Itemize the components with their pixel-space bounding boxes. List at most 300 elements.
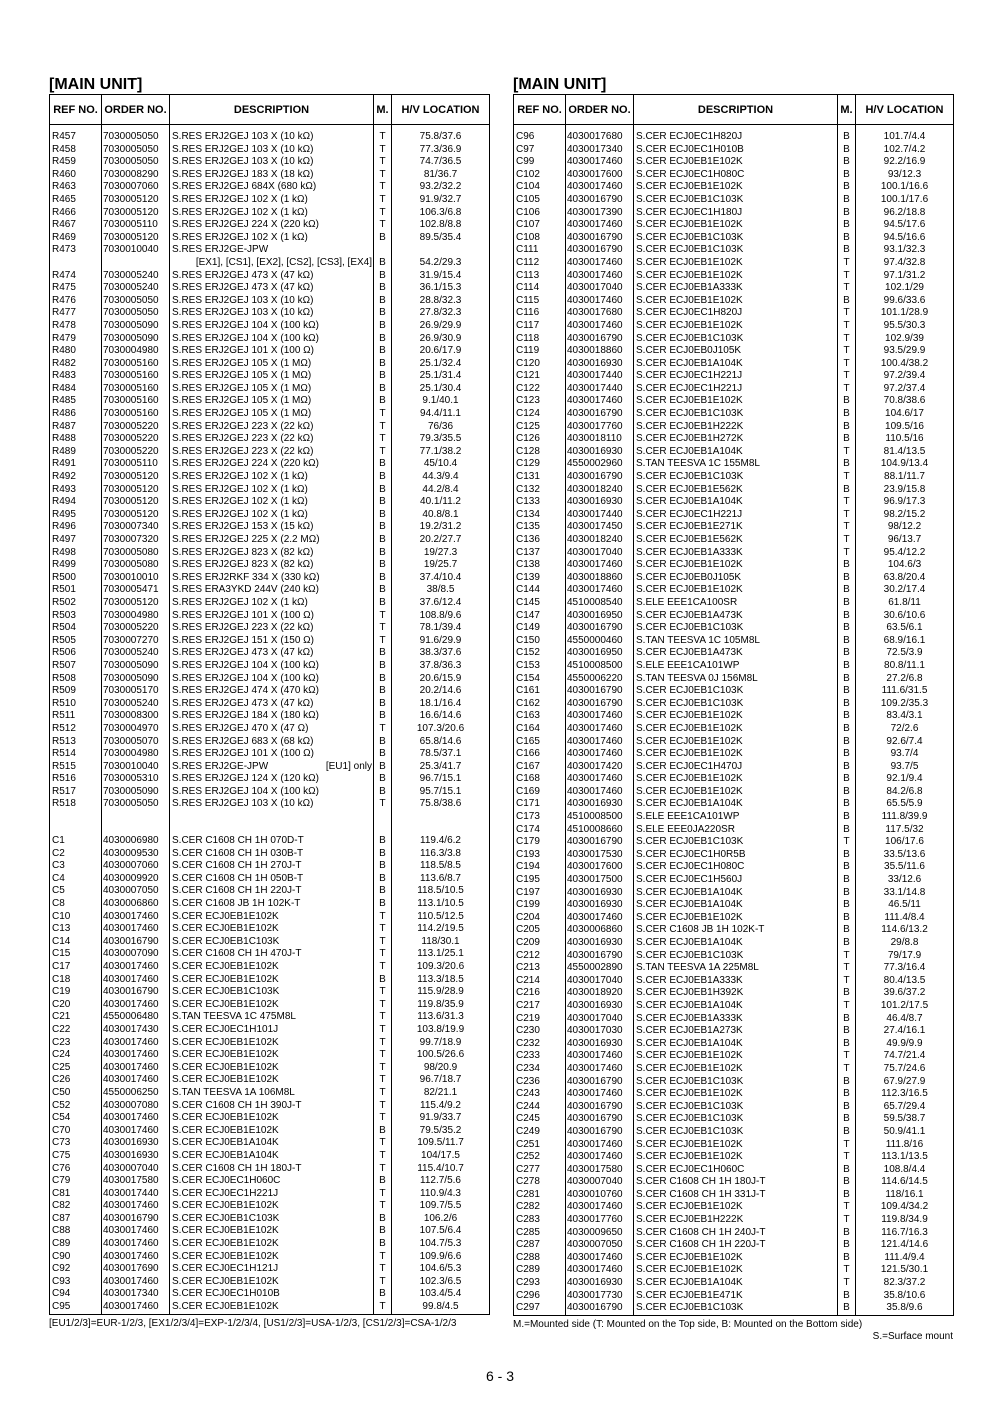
location-cell: 92.2/16.9 <box>856 156 954 169</box>
mount-cell: B <box>374 597 392 610</box>
order-cell: 4030016790 <box>566 333 634 346</box>
order-cell: 7030005090 <box>102 333 170 346</box>
mount-cell: T <box>374 986 392 999</box>
ref-cell: R488 <box>50 433 102 446</box>
table-row <box>50 207 490 220</box>
order-cell: 4030017460 <box>102 961 170 974</box>
description-cell: S.CER ECJ0EC1H010B <box>170 1288 374 1301</box>
description-cell: S.CER ECJ0EB1E102K <box>634 320 838 333</box>
location-cell: 9.1/40.1 <box>392 395 490 408</box>
order-cell: 4030016790 <box>566 1113 634 1126</box>
description-cell: S.CER ECJ0EC1H080C <box>634 169 838 182</box>
description-cell: S.CER ECJ0EB1E102K <box>170 1125 374 1138</box>
ref-cell: R459 <box>50 156 102 169</box>
table-row <box>50 421 490 434</box>
description-cell: S.CER ECJ0EB1A104K <box>170 1150 374 1163</box>
ref-cell: C129 <box>514 458 566 471</box>
order-cell: 4030016790 <box>102 986 170 999</box>
description-cell: S.RES ERJ2GEJ 105 X (1 MΩ) <box>170 408 374 421</box>
table-row <box>514 673 954 686</box>
location-cell: 95.7/15.1 <box>392 786 490 799</box>
order-cell: 4550002960 <box>566 458 634 471</box>
description-cell: S.RES ERJ2GEJ 473 X (47 kΩ) <box>170 282 374 295</box>
mount-cell: T <box>838 270 856 283</box>
mount-cell: B <box>374 295 392 308</box>
order-cell: 4030006860 <box>102 898 170 911</box>
description-cell: S.RES ERJ2GEJ 102 X (1 kΩ) <box>170 471 374 484</box>
order-cell: 4030017460 <box>102 999 170 1012</box>
ref-cell: C133 <box>514 496 566 509</box>
table-row <box>514 660 954 673</box>
table-row <box>50 923 490 936</box>
mount-cell: B <box>838 811 856 824</box>
table-row <box>514 1063 954 1076</box>
table-row <box>50 948 490 961</box>
description-cell: S.CER ECJ0EB1C103K <box>634 244 838 257</box>
mount-cell: B <box>838 144 856 157</box>
order-cell: 4030017040 <box>566 282 634 295</box>
table-row <box>514 584 954 597</box>
ref-cell: R473 <box>50 244 102 257</box>
table-row <box>50 257 490 270</box>
location-cell: 77.1/38.2 <box>392 446 490 459</box>
description-cell: S.CER ECJ0EB0J105K <box>634 345 838 358</box>
description-cell: [EX1], [CS1], [EX2], [CS2], [CS3], [EX4] <box>170 257 374 270</box>
location-cell: 84.2/6.8 <box>856 786 954 799</box>
table-row <box>514 1076 954 1089</box>
mount-cell: T <box>838 320 856 333</box>
table-row <box>514 1151 954 1164</box>
ref-cell: C93 <box>50 1276 102 1289</box>
table-row <box>514 987 954 1000</box>
ref-cell: C25 <box>50 1062 102 1075</box>
ref-cell: C50 <box>50 1087 102 1100</box>
ref-cell: C285 <box>514 1227 566 1240</box>
location-cell: 19.2/31.2 <box>392 521 490 534</box>
mount-cell: B <box>374 761 392 774</box>
description-cell: S.CER ECJ0EB1C103K <box>634 1076 838 1089</box>
order-cell: 7030005090 <box>102 320 170 333</box>
location-cell: 25.1/31.4 <box>392 370 490 383</box>
location-cell: 107.3/20.6 <box>392 723 490 736</box>
description-cell: S.RES ERJ2GEJ 102 X (1 kΩ) <box>170 496 374 509</box>
ref-cell: C174 <box>514 824 566 837</box>
order-cell: 7030007320 <box>102 534 170 547</box>
order-cell: 4030017460 <box>102 1276 170 1289</box>
section-title: [MAIN UNIT] <box>513 76 607 93</box>
location-cell: 35.5/11.6 <box>856 861 954 874</box>
order-cell: 4030017420 <box>566 761 634 774</box>
location-cell: 94.5/17.6 <box>856 219 954 232</box>
table-row <box>50 320 490 333</box>
description-cell: S.CER ECJ0EC1H121J <box>170 1263 374 1276</box>
location-cell: 72.5/3.9 <box>856 647 954 660</box>
mount-cell: T <box>374 635 392 648</box>
order-cell: 4030017460 <box>102 1200 170 1213</box>
location-cell: 109.5/11.7 <box>392 1137 490 1150</box>
description-cell: S.CER ECJ0EC1H060C <box>170 1175 374 1188</box>
location-cell: 30.6/10.6 <box>856 610 954 623</box>
mount-cell: B <box>374 395 392 408</box>
mount-cell: T <box>374 1251 392 1264</box>
mount-cell: B <box>374 370 392 383</box>
description-cell: S.CER ECJ0EB1E102K <box>634 1139 838 1152</box>
order-cell: 7030005050 <box>102 156 170 169</box>
description-cell: S.CER ECJ0EB1C103K <box>634 622 838 635</box>
order-cell: 7030005090 <box>102 660 170 673</box>
order-cell: 4030017460 <box>566 156 634 169</box>
ref-cell: C88 <box>50 1225 102 1238</box>
ref-cell: C282 <box>514 1201 566 1214</box>
ref-cell: C73 <box>50 1137 102 1150</box>
table-row <box>50 446 490 459</box>
table-row <box>50 736 490 749</box>
description-cell: S.CER ECJ0EC1H221J <box>634 370 838 383</box>
location-cell: 116.3/3.8 <box>392 848 490 861</box>
table-header-row <box>50 95 490 125</box>
table-row <box>514 257 954 270</box>
description-cell: S.CER ECJ0EB1A104K <box>634 887 838 900</box>
location-cell: 113.1/13.5 <box>856 1151 954 1164</box>
location-cell: 121.4/14.6 <box>856 1239 954 1252</box>
ref-cell: C296 <box>514 1290 566 1303</box>
table-row <box>50 773 490 786</box>
mount-cell: B <box>838 798 856 811</box>
table-row <box>514 597 954 610</box>
location-cell: 106/17.6 <box>856 836 954 849</box>
ref-cell: R510 <box>50 698 102 711</box>
mount-cell <box>374 244 392 257</box>
order-cell: 4030017530 <box>566 849 634 862</box>
order-cell <box>102 823 170 835</box>
location-cell: 119.8/34.9 <box>856 1214 954 1227</box>
mount-cell: B <box>838 421 856 434</box>
table-row <box>514 1277 954 1290</box>
location-cell: 109.5/16 <box>856 421 954 434</box>
description-cell: S.RES ERJ2GEJ 823 X (82 kΩ) <box>170 559 374 572</box>
mount-cell: B <box>838 1302 856 1315</box>
location-cell: 44.3/9.4 <box>392 471 490 484</box>
location-cell: 100.5/26.6 <box>392 1049 490 1062</box>
description-cell: S.CER ECJ0EB1C103K <box>170 986 374 999</box>
location-cell: 111.8/39.9 <box>856 811 954 824</box>
mount-cell: B <box>374 647 392 660</box>
mount-cell: B <box>838 761 856 774</box>
ref-cell: C128 <box>514 446 566 459</box>
description-cell: S.CER ECJ0EB1E102K <box>170 1112 374 1125</box>
order-cell: 4030017460 <box>102 1062 170 1075</box>
order-cell: 4030018110 <box>566 433 634 446</box>
ref-cell: C82 <box>50 1200 102 1213</box>
ref-cell: C111 <box>514 244 566 257</box>
table-row <box>50 181 490 194</box>
order-cell: 7030005120 <box>102 207 170 220</box>
location-cell: 79.3/35.5 <box>392 433 490 446</box>
ref-cell: C94 <box>50 1288 102 1301</box>
mount-cell: B <box>838 232 856 245</box>
location-cell: 113.1/25.1 <box>392 948 490 961</box>
ref-cell: C114 <box>514 282 566 295</box>
description-cell: S.CER ECJ0EC1H060C <box>634 1164 838 1177</box>
description-cell: S.TAN TEESVA 1A 106M8L <box>170 1087 374 1100</box>
table-row <box>50 333 490 346</box>
location-cell: 104.9/13.4 <box>856 458 954 471</box>
location-cell: 83.4/3.1 <box>856 710 954 723</box>
ref-cell: R515 <box>50 761 102 774</box>
ref-cell: C10 <box>50 911 102 924</box>
order-cell: 7030004970 <box>102 723 170 736</box>
table-row <box>514 433 954 446</box>
ref-cell: C251 <box>514 1139 566 1152</box>
mount-cell: B <box>838 1252 856 1265</box>
mount-cell: B <box>838 458 856 471</box>
order-cell: 7030005471 <box>102 584 170 597</box>
location-cell: 81/36.7 <box>392 169 490 182</box>
description-cell: S.CER ECJ0EB1E102K <box>634 1088 838 1101</box>
order-cell: 4030017340 <box>566 144 634 157</box>
mount-cell: B <box>374 496 392 509</box>
description-cell: S.ELE EEE1CA101WP <box>634 660 838 673</box>
order-cell: 4030007050 <box>566 1239 634 1252</box>
mount-cell: T <box>374 1024 392 1037</box>
ref-cell: C165 <box>514 736 566 749</box>
order-cell: 7030005120 <box>102 597 170 610</box>
location-cell: 79.5/35.2 <box>392 1125 490 1138</box>
order-cell: 4030017680 <box>566 125 634 144</box>
table-row <box>50 484 490 497</box>
mount-cell: B <box>838 1164 856 1177</box>
description-cell: S.CER ECJ0EB1H222K <box>634 421 838 434</box>
description-cell: S.CER ECJ0EB1E102K <box>170 1225 374 1238</box>
description-cell: S.CER ECJ0EB1E102K <box>170 1049 374 1062</box>
order-cell: 4030016930 <box>566 1277 634 1290</box>
table-row <box>50 169 490 182</box>
ref-cell: C289 <box>514 1264 566 1277</box>
mount-cell: B <box>838 861 856 874</box>
ref-cell: R469 <box>50 232 102 245</box>
location-cell: 118.5/10.5 <box>392 885 490 898</box>
mount-cell: B <box>374 584 392 597</box>
table-row <box>50 458 490 471</box>
description-cell: S.CER ECJ0EB1E102K <box>634 723 838 736</box>
table-row <box>50 835 490 848</box>
mount-cell: T <box>838 1214 856 1227</box>
mount-cell: T <box>374 1037 392 1050</box>
mount-cell: T <box>838 836 856 849</box>
table-row <box>514 836 954 849</box>
mount-cell: B <box>838 1239 856 1252</box>
ref-cell: C22 <box>50 1024 102 1037</box>
description-cell: S.CER ECJ0EB1E102K <box>634 1063 838 1076</box>
mount-cell: B <box>838 987 856 1000</box>
order-cell: 4030017460 <box>566 748 634 761</box>
description-cell: S.CER ECJ0EB1A104K <box>634 358 838 371</box>
location-cell: 79/17.9 <box>856 950 954 963</box>
mount-cell: B <box>374 358 392 371</box>
description-cell: S.RES ERJ2GEJ 223 X (22 kΩ) <box>170 446 374 459</box>
description-cell: S.CER ECJ0EC1H820J <box>634 125 838 144</box>
mount-cell: B <box>838 887 856 900</box>
description-cell: S.CER ECJ0EB1E102K <box>634 736 838 749</box>
location-cell: 70.8/38.6 <box>856 395 954 408</box>
location-cell: 40.8/8.1 <box>392 509 490 522</box>
mount-cell: B <box>838 635 856 648</box>
mount-cell: B <box>374 835 392 848</box>
order-cell: 7030005160 <box>102 370 170 383</box>
ref-cell: C168 <box>514 773 566 786</box>
table-row <box>514 622 954 635</box>
description-cell: S.CER C1608 JB 1H 102K-T <box>634 924 838 937</box>
table-row <box>514 887 954 900</box>
ref-cell: C20 <box>50 999 102 1012</box>
ref-cell: C14 <box>50 936 102 949</box>
ref-cell: C293 <box>514 1277 566 1290</box>
ref-cell: R460 <box>50 169 102 182</box>
order-cell: 7030005120 <box>102 496 170 509</box>
location-cell: 89.5/35.4 <box>392 232 490 245</box>
table-row <box>514 559 954 572</box>
mount-cell: B <box>374 1125 392 1138</box>
mount-cell: B <box>374 698 392 711</box>
ref-cell: C193 <box>514 849 566 862</box>
order-cell: 7030005220 <box>102 622 170 635</box>
mount-cell: T <box>374 144 392 157</box>
description-cell: S.RES ERJ2GEJ 102 X (1 kΩ) <box>170 597 374 610</box>
ref-cell: R483 <box>50 370 102 383</box>
order-cell: 4030016790 <box>102 1213 170 1226</box>
description-cell: S.RES ERJ2GEJ 102 X (1 kΩ) <box>170 509 374 522</box>
table-row <box>50 823 490 835</box>
mount-cell: T <box>374 1301 392 1314</box>
location-cell: 118/30.1 <box>392 936 490 949</box>
description-cell: S.ELE EEE1CA100SR <box>634 597 838 610</box>
order-cell: 4030010760 <box>566 1189 634 1202</box>
table-row <box>50 1200 490 1213</box>
table-row <box>514 358 954 371</box>
description-cell: S.RES ERJ2GEJ 225 X (2.2 MΩ) <box>170 534 374 547</box>
description-cell: S.CER ECJ0EB1E102K <box>634 270 838 283</box>
location-cell: 49.9/9.9 <box>856 1038 954 1051</box>
location-cell: 81.4/13.5 <box>856 446 954 459</box>
location-cell: 97.2/39.4 <box>856 370 954 383</box>
order-cell: 4030017760 <box>566 1214 634 1227</box>
mount-cell: T <box>838 345 856 358</box>
page-number: 6 - 3 <box>485 1368 514 1384</box>
table-row <box>514 295 954 308</box>
mount-cell: B <box>838 169 856 182</box>
table-row <box>50 219 490 232</box>
order-cell: 4030017460 <box>102 923 170 936</box>
ref-cell: R457 <box>50 125 102 144</box>
location-cell: 96.9/17.3 <box>856 496 954 509</box>
mount-cell: B <box>374 320 392 333</box>
location-cell: 104.7/5.3 <box>392 1238 490 1251</box>
mount-cell: T <box>374 1200 392 1213</box>
table-row <box>50 1024 490 1037</box>
description-cell: S.CER C1608 CH 1H 270J-T <box>170 860 374 873</box>
location-cell: 37.8/36.3 <box>392 660 490 673</box>
ref-cell: C113 <box>514 270 566 283</box>
description-cell: S.RES ERJ2GEJ 224 X (220 kΩ) <box>170 219 374 232</box>
table-row <box>514 521 954 534</box>
order-cell: 4510008500 <box>566 660 634 673</box>
table-row <box>514 125 954 144</box>
mount-cell: T <box>374 181 392 194</box>
ref-cell: R467 <box>50 219 102 232</box>
table-row <box>50 786 490 799</box>
table-row <box>514 937 954 950</box>
description-cell: S.CER ECJ0EB1A104K <box>170 1137 374 1150</box>
table-row <box>514 547 954 560</box>
order-cell: 7030005050 <box>102 307 170 320</box>
mount-cell: B <box>838 698 856 711</box>
mount-cell: T <box>838 1277 856 1290</box>
order-cell: 4030017460 <box>566 257 634 270</box>
order-cell: 4030017460 <box>566 559 634 572</box>
table-row <box>50 1238 490 1251</box>
location-cell: 92.6/7.4 <box>856 736 954 749</box>
table-row <box>514 912 954 925</box>
ref-cell: C167 <box>514 761 566 774</box>
header-description: DESCRIPTION <box>634 95 838 125</box>
location-cell: 26.9/29.9 <box>392 320 490 333</box>
order-cell: 7030005220 <box>102 433 170 446</box>
header-ref: REF NO. <box>50 95 102 125</box>
location-cell: 63.8/20.4 <box>856 572 954 585</box>
ref-cell: R484 <box>50 383 102 396</box>
description-cell: S.CER ECJ0EC1H820J <box>634 307 838 320</box>
order-cell: 4030017430 <box>102 1024 170 1037</box>
description-cell <box>170 823 374 835</box>
mount-cell: T <box>838 1050 856 1063</box>
mount-cell: B <box>374 1288 392 1301</box>
table-row <box>514 849 954 862</box>
location-cell: 116.7/16.3 <box>856 1227 954 1240</box>
ref-cell: C21 <box>50 1011 102 1024</box>
order-cell: 4030016790 <box>566 1101 634 1114</box>
description-cell: S.CER ECJ0EB1E562K <box>634 534 838 547</box>
ref-cell: C277 <box>514 1164 566 1177</box>
location-cell: 112.3/16.5 <box>856 1088 954 1101</box>
location-cell: 19/25.7 <box>392 559 490 572</box>
table-row <box>50 1175 490 1188</box>
table-row <box>514 874 954 887</box>
location-cell: 76/36 <box>392 421 490 434</box>
order-cell: 7030005050 <box>102 295 170 308</box>
order-cell: 4030007050 <box>102 885 170 898</box>
description-cell: S.CER ECJ0EB1A333K <box>634 282 838 295</box>
location-cell: 97.1/31.2 <box>856 270 954 283</box>
order-cell: 4030016930 <box>566 1038 634 1051</box>
order-cell: 7030005120 <box>102 471 170 484</box>
ref-cell: C5 <box>50 885 102 898</box>
mount-cell: B <box>374 873 392 886</box>
mount-cell: T <box>374 610 392 623</box>
ref-cell: C145 <box>514 597 566 610</box>
mount-cell: B <box>374 748 392 761</box>
ref-cell: C26 <box>50 1074 102 1087</box>
ref-cell: C283 <box>514 1214 566 1227</box>
location-cell: 109.7/5.5 <box>392 1200 490 1213</box>
table-row <box>50 635 490 648</box>
ref-cell: C2 <box>50 848 102 861</box>
order-cell: 4030017460 <box>102 1251 170 1264</box>
mount-cell: T <box>374 433 392 446</box>
description-cell: S.RES ERJ2GEJ 103 X (10 kΩ) <box>170 125 374 144</box>
ref-cell: C217 <box>514 1000 566 1013</box>
location-cell: 115.4/9.2 <box>392 1100 490 1113</box>
order-cell: 4030017680 <box>566 307 634 320</box>
